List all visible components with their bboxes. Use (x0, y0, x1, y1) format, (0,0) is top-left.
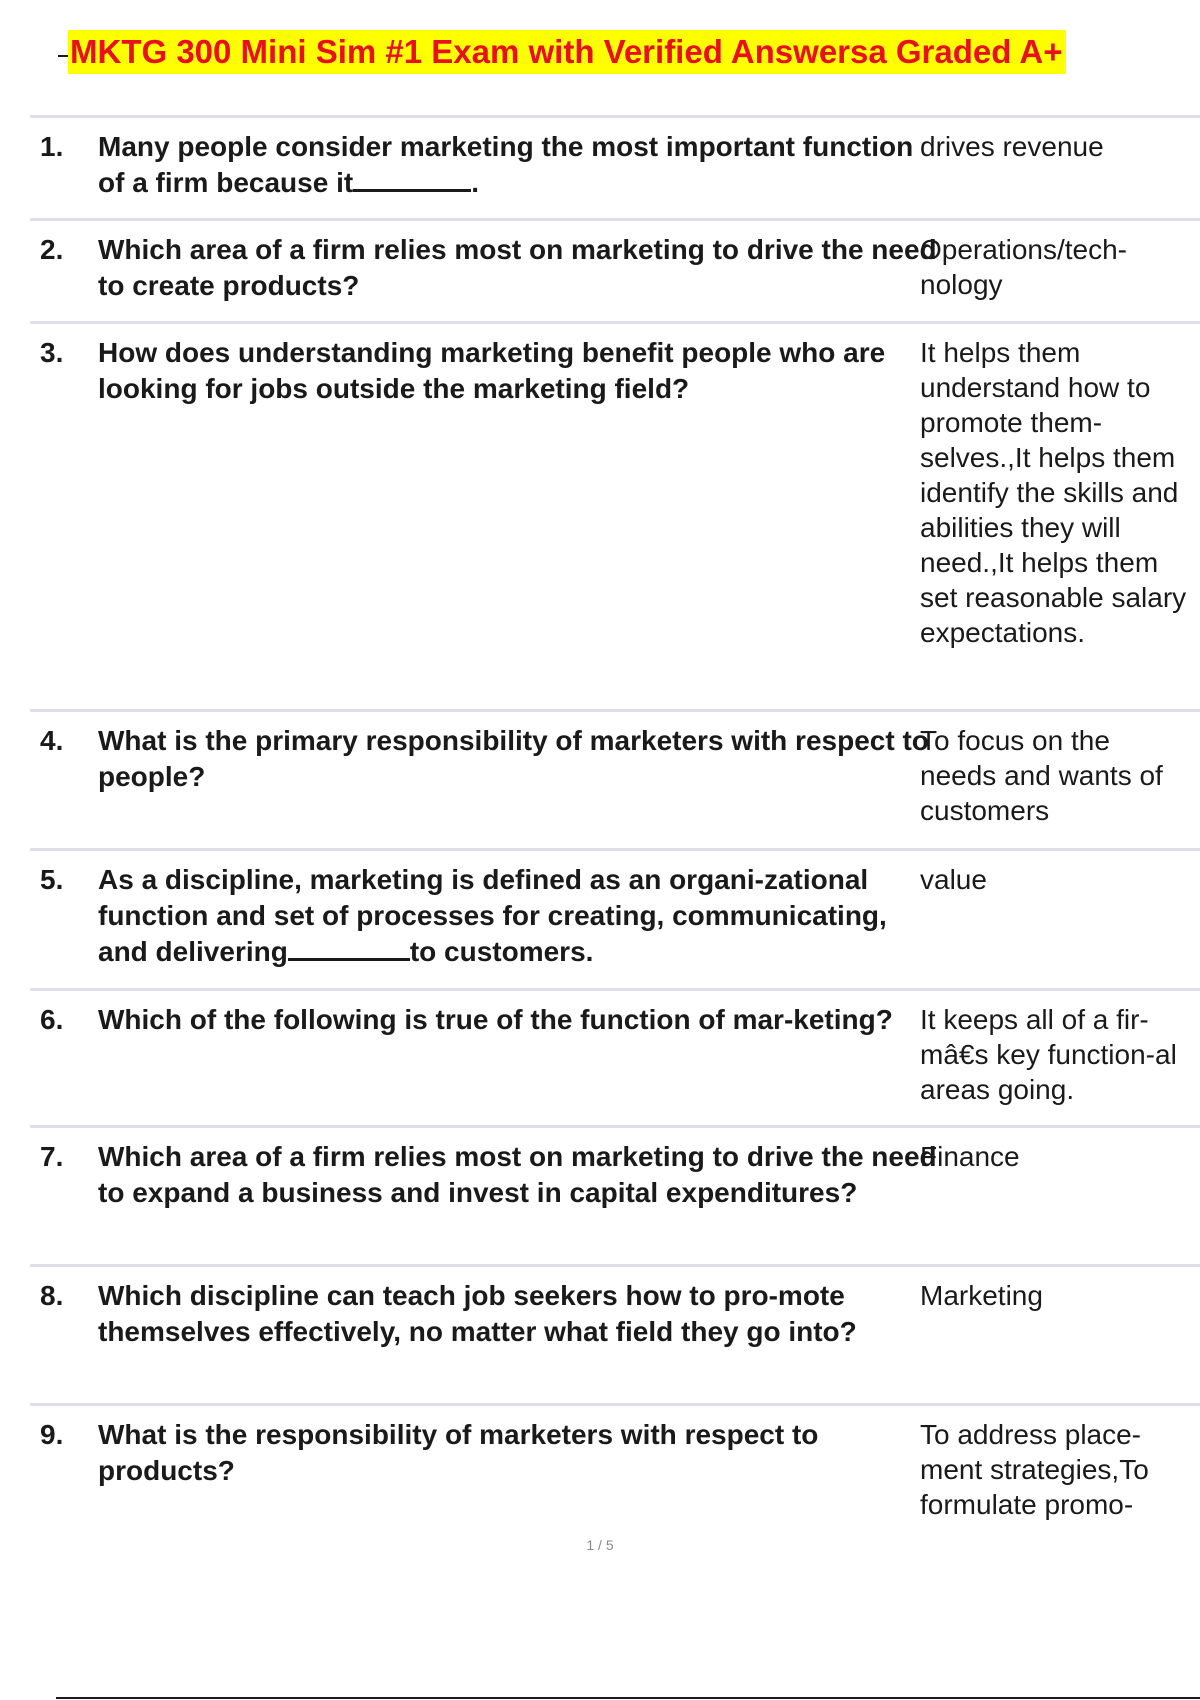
question-text: Which of the following is true of the function of mar-keting? (98, 1004, 893, 1035)
question-number: 8. (40, 1280, 64, 1311)
answer-text: It helps them understand how to promote them-selves.,It helps them identify the skills and abilities they will need.,It helps them set reasonable salary expectations. (920, 337, 1187, 648)
question-number: 7. (40, 1141, 64, 1172)
document-title: MKTG 300 Mini Sim #1 Exam with Verified Answersa Graded A+ (68, 30, 1066, 74)
question-text-part: As a discipline, marketing is defined as an organi-zational function and set of processes for creating, communicating, and delivering (98, 864, 887, 967)
answer-text: value (920, 864, 987, 895)
answer-text: Finance (920, 1141, 1020, 1172)
question-text: Which area of a firm relies most on marketing to drive the need to expand a business and invest in capital expenditures? (98, 1141, 937, 1208)
question-number: 1. (40, 131, 64, 162)
answer-text: To focus on the needs and wants of customers (920, 725, 1163, 826)
question-text-part: . (471, 167, 479, 198)
question-text-part: Many people consider marketing the most important function of a firm because it (98, 131, 914, 198)
page-indicator: 1 / 5 (586, 1537, 614, 1553)
qa-row-4 (30, 709, 1200, 848)
question-text: How does understanding marketing benefit people who are looking for jobs outside the marketing field? (98, 337, 886, 404)
question-number: 4. (40, 725, 64, 756)
answer-text: drives revenue (920, 131, 1104, 162)
question-number: 5. (40, 864, 64, 895)
qa-row-9 (30, 1403, 1200, 1533)
qa-row-3 (30, 321, 1200, 709)
qa-row-2 (30, 218, 1200, 321)
question-text: What is the primary responsibility of marketers with respect to people? (98, 725, 929, 792)
question-number: 6. (40, 1004, 64, 1035)
answer-text: To address place-ment strategies,To formulate promo- (920, 1419, 1149, 1520)
question-text: Which area of a firm relies most on marketing to drive the need to create products? (98, 234, 937, 301)
question-number: 2. (40, 234, 64, 265)
question-number: 9. (40, 1419, 64, 1450)
qa-row-5 (30, 848, 1200, 988)
qa-row-1 (30, 115, 1200, 218)
answer-blank (353, 167, 471, 192)
qa-row-7 (30, 1125, 1200, 1264)
question-text: Which discipline can teach job seekers how to pro-mote themselves effectively, no matter what field they go into? (98, 1280, 857, 1347)
answer-blank (288, 936, 410, 961)
qa-row-6 (30, 988, 1200, 1125)
question-text: What is the responsibility of marketers with respect to products? (98, 1419, 819, 1486)
title-dash (58, 55, 68, 57)
question-text-part: to customers. (409, 936, 594, 967)
qa-list (30, 115, 1200, 1533)
question-number: 3. (40, 337, 64, 368)
answer-text: Marketing (920, 1280, 1043, 1311)
footer-rule (56, 1697, 1200, 1699)
qa-row-8 (30, 1264, 1200, 1403)
answer-text: It keeps all of a fir-mâ€s key function-al areas going. (920, 1004, 1177, 1105)
answer-text: Operations/tech-nology (920, 234, 1127, 300)
header (58, 28, 1168, 78)
question-text (98, 129, 938, 201)
question-text (98, 862, 938, 970)
